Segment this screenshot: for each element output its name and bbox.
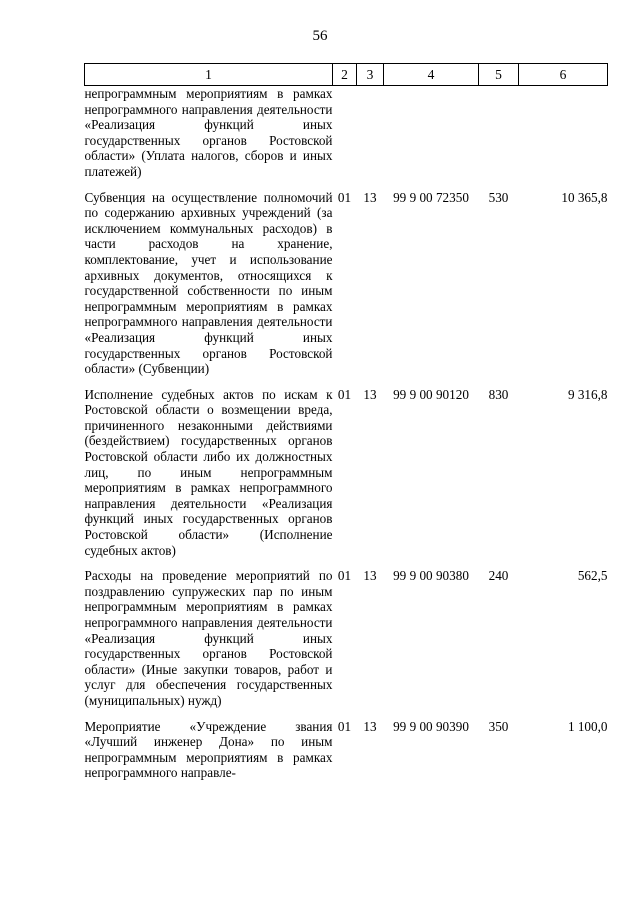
header-col-1: 1 — [85, 64, 333, 86]
row-expense-type — [479, 86, 519, 190]
row-section: 01 — [337, 386, 352, 402]
row-subsection — [357, 86, 384, 190]
header-col-2: 2 — [333, 64, 357, 86]
row-amount: 9 316,8 — [567, 386, 608, 402]
table-row — [85, 387, 608, 569]
row-amount: 10 365,8 — [561, 189, 608, 205]
row-subsection: 13 — [363, 189, 377, 205]
budget-table — [84, 63, 608, 781]
row-amount — [519, 86, 608, 190]
header-col-4: 4 — [384, 64, 479, 86]
header-row — [85, 64, 608, 86]
row-description: Мероприятие «Учреждение звания «Лучший инженер Дона» по иным непрограммным мероприятиям в рамках непрограммного направле- — [84, 718, 333, 781]
row-expense-type: 530 — [488, 189, 509, 205]
row-section: 01 — [337, 718, 352, 734]
row-expense-type: 830 — [488, 386, 509, 402]
row-expense-type: 240 — [488, 568, 509, 584]
row-amount: 1 100,0 — [567, 718, 608, 734]
row-subsection: 13 — [363, 386, 377, 402]
row-description: непрограммным мероприятиям в рамках непрограммного направления деятельности «Реализация функций иных государственных органов Ростовской области» (Уплата налогов, сборов и иных платежей) — [84, 86, 333, 179]
row-target-code: 99 9 00 90120 — [393, 386, 469, 402]
row-section: 01 — [337, 568, 352, 584]
table-row — [85, 719, 608, 781]
row-description: Расходы на проведение мероприятий по поздравлению супружеских пар по иным непрограммным мероприятиям в рамках непрограммного направления деятельности «Реализация функций иных государственных органов Ростовской области» (Иные закупки товаров, работ и услуг для обеспечения государственных (муниципальных) нужд) — [84, 568, 333, 708]
row-section — [333, 86, 357, 190]
header-col-6: 6 — [519, 64, 608, 86]
row-amount: 562,5 — [577, 568, 608, 584]
row-section: 01 — [337, 189, 352, 205]
row-expense-type: 350 — [488, 718, 509, 734]
table-row — [85, 568, 608, 718]
row-target-code: 99 9 00 90390 — [393, 718, 469, 734]
row-description: Субвенция на осуществление полномочий по содержанию архивных учреждений (за исключением коммунальных расходов) в части расходов на хранение, комплектование, учет и использование архивных документов, относящихся к государственной собственности по иным непрограммным мероприятиям в рамках непрограммного направления деятельности «Реализация функций иных государственных органов Ростовской области» (Субвенции) — [84, 189, 333, 377]
page-number: 56 — [312, 28, 328, 44]
row-target-code: 99 9 00 90380 — [393, 568, 469, 584]
row-target-code — [384, 86, 479, 190]
header-col-5: 5 — [479, 64, 519, 86]
row-subsection: 13 — [363, 718, 377, 734]
header-col-3: 3 — [357, 64, 384, 86]
row-subsection: 13 — [363, 568, 377, 584]
row-target-code: 99 9 00 72350 — [393, 189, 469, 205]
table-row — [85, 86, 608, 190]
table-row — [85, 190, 608, 387]
row-description: Исполнение судебных актов по искам к Ростовской области о возмещении вреда, причиненного незаконными действиями (бездействием) государственных органов Ростовской области либо их должностных лиц, по иным непрограммным мероприятиям в рамках непрограммного направления деятельности «Реализация функций иных государственных органов Ростовской области» (Исполнение судебных актов) — [84, 386, 333, 558]
